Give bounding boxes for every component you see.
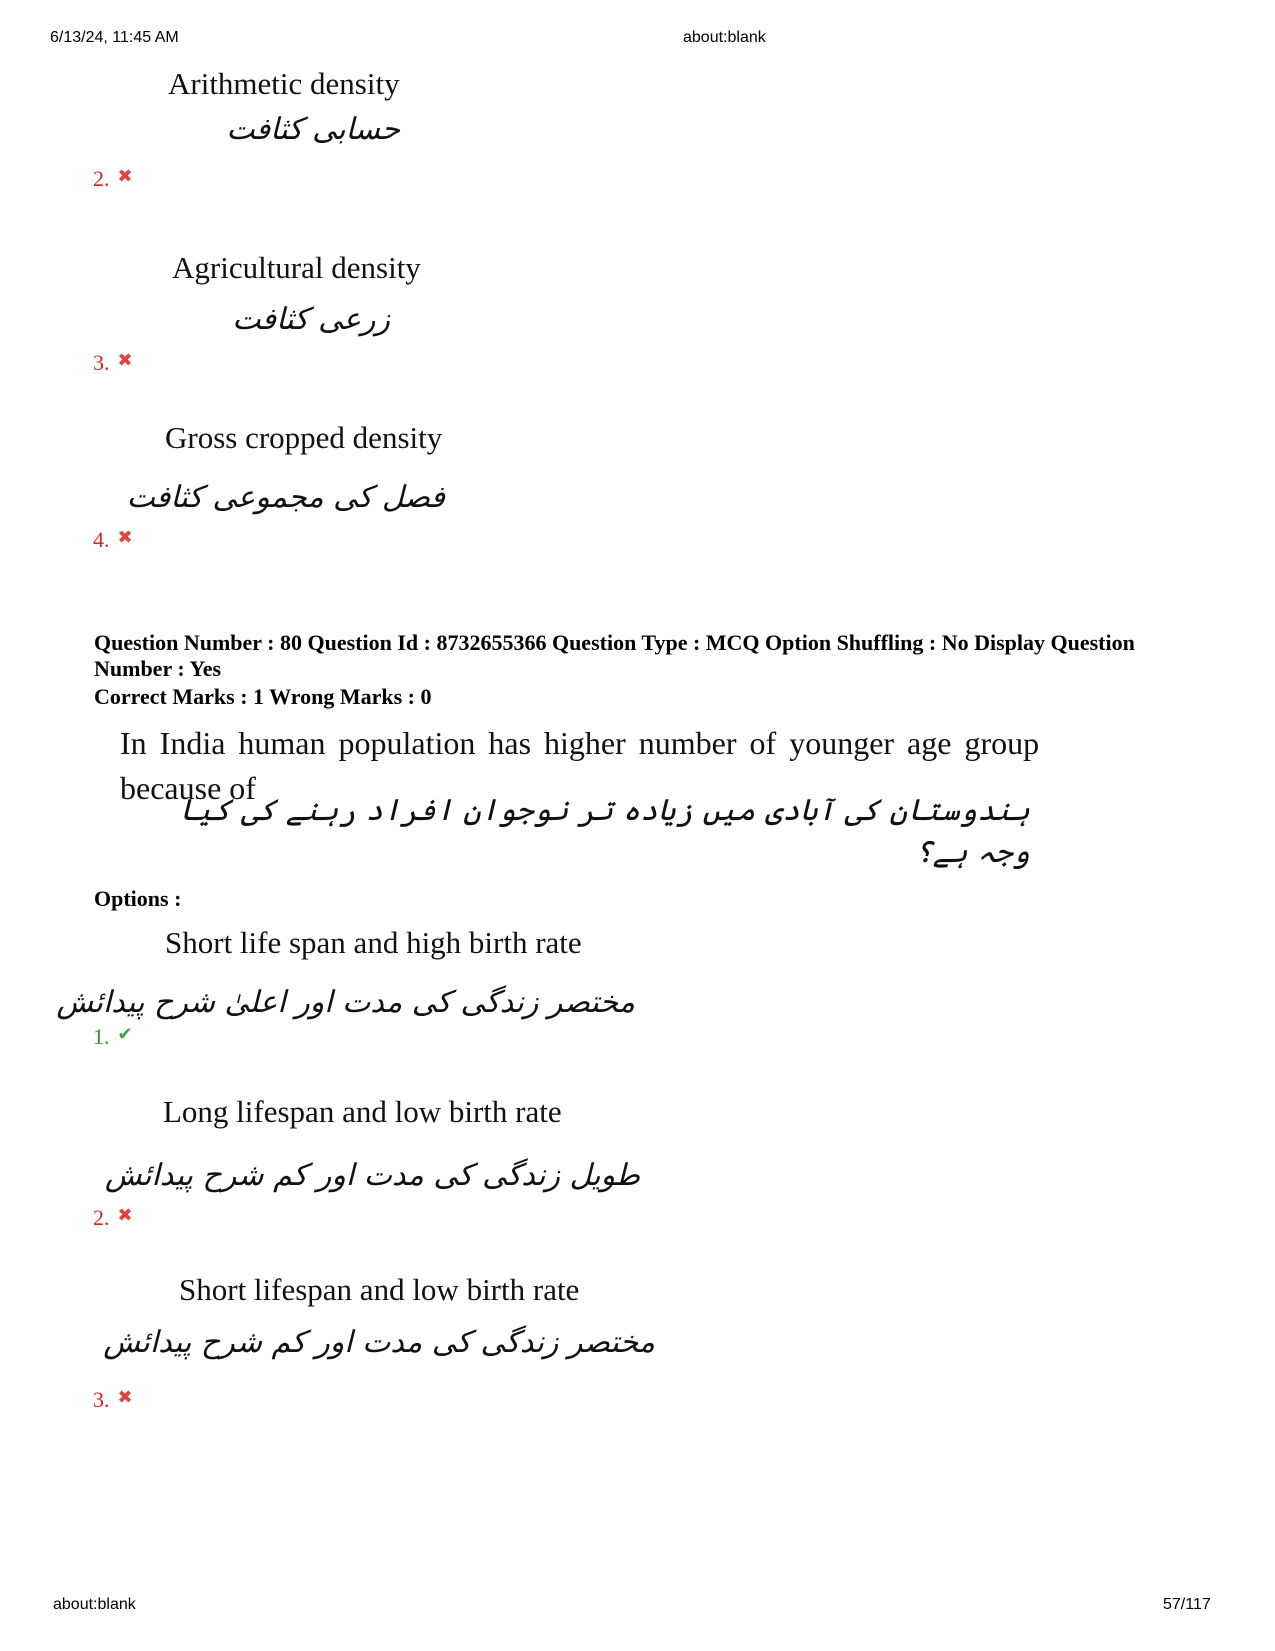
print-datetime: 6/13/24, 11:45 AM [50,29,179,46]
option-2-marker [93,166,133,192]
option-number: 2. [93,166,110,191]
cross-icon: ✖ [117,1387,133,1407]
option-2-urdu: طویل زندگی کی مدت اور کم شرح پیدائش [104,1158,640,1193]
print-title: about:blank [683,29,766,46]
options-label: Options : [94,886,182,911]
option-3-marker [93,350,133,376]
option-3-english: Agricultural density [172,250,421,285]
cross-icon: ✖ [117,527,133,547]
question-meta [94,630,1204,682]
question-meta-line1: Question Number : 80 Question Id : 8732655366 Question Type : MCQ Option Shuffling : No Display Question [94,630,1135,655]
check-icon: ✔ [117,1024,133,1044]
question-marks: Correct Marks : 1 Wrong Marks : 0 [94,684,432,709]
option-1-english: Short life span and high birth rate [165,925,582,960]
cross-icon: ✖ [117,1205,133,1225]
question-text-line1: In India human population has higher number of younger age group [120,725,1040,761]
option-2-marker [93,1205,133,1231]
option-number: 1. [93,1024,110,1049]
option-number: 3. [93,350,110,375]
option-4-english: Gross cropped density [165,420,443,455]
option-number: 2. [93,1205,110,1230]
cross-icon: ✖ [117,350,133,370]
option-3-marker [93,1387,133,1413]
option-2-english: Arithmetic density [168,66,400,101]
option-4-urdu: فصل کی مجموعی کثافت [126,480,445,515]
option-number: 4. [93,527,110,552]
cross-icon: ✖ [117,166,133,186]
question-text-urdu: ہندوستان کی آبادی میں زیادہ تر نوجوان افراد رہنے کی کیا وجہ ہے؟ [178,793,1030,870]
option-2-english: Long lifespan and low birth rate [163,1094,562,1129]
footer-url: about:blank [53,1596,136,1613]
question-meta-line2: Number : Yes [94,656,222,681]
option-number: 3. [93,1387,110,1412]
option-1-urdu: مختصر زندگی کی مدت اور اعلیٰ شرح پیدائش [56,985,635,1020]
option-3-urdu: زرعی کثافت [232,302,390,337]
question-text-line2: because of [120,770,256,806]
option-3-english: Short lifespan and low birth rate [179,1272,580,1307]
option-1-marker [93,1024,133,1050]
option-4-marker [93,527,133,553]
page-number: 57/117 [1163,1596,1211,1613]
option-3-urdu: مختصر زندگی کی مدت اور کم شرح پیدائش [103,1325,655,1360]
option-2-urdu: حسابی کثافت [226,112,400,147]
